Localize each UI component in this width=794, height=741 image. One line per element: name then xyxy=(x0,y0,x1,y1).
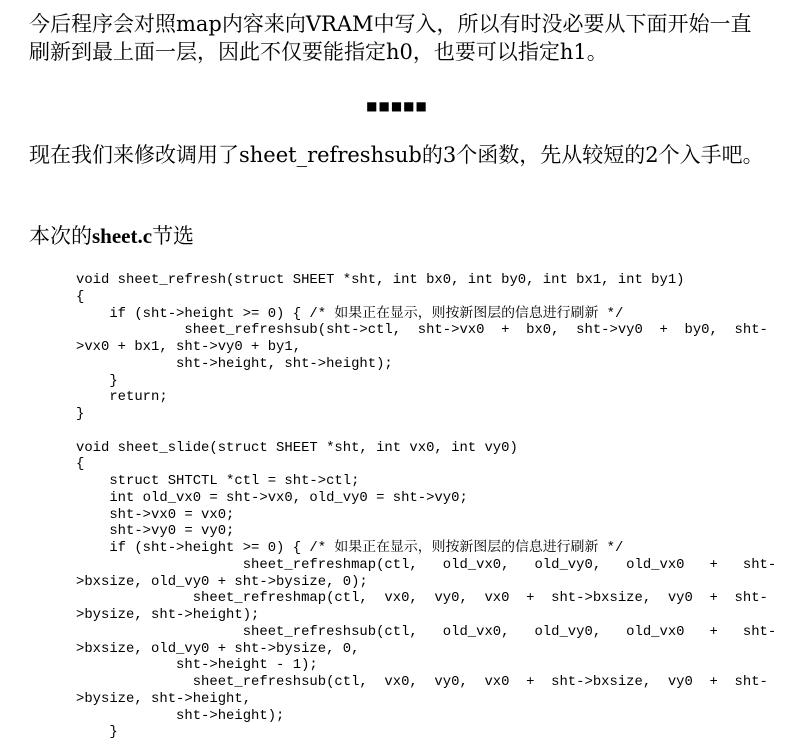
caption-suffix: 节选 xyxy=(152,224,195,248)
caption-filename: sheet.c xyxy=(92,224,153,248)
caption-prefix: 本次的 xyxy=(29,224,92,248)
paragraph-modify: 现在我们来修改调用了sheet_refreshsub的3个函数，先从较短的2个入手吧。 xyxy=(29,143,764,167)
paragraph-intro: 今后程序会对照map内容来向VRAM中写入，所以有时没必要从下面开始一直刷新到最上面一层，因此不仅要能指定h0，也要可以指定h1。 xyxy=(29,12,752,64)
code-caption xyxy=(29,222,769,250)
section-separator: ■■■■■ xyxy=(366,99,428,113)
code-block: void sheet_refresh(struct SHEET *sht, int bx0, int by0, int bx1, int by1) { if (sht->height >= 0) { /* 如果正在显示，则按新图层的信息进行刷新 */ sheet_refreshsub(sht->ctl, sht->vx0 + bx0, sht->vy0 + by0, sht- >vx0 + bx1, sht->vy0 + by1, sht->height, sht->height); } return; } void sheet_slide(struct SHEET *sht, int vx0, int vy0) { struct SHTCTL *ctl = sht->ctl; int old_vx0 = sht->vx0, old_vy0 = sht->vy0; sht->vx0 = vx0; sht->vy0 = vy0; if (sht->height >= 0) { /* 如果正在显示，则按新图层的信息进行刷新 */ sheet_refreshmap(ctl, old_vx0, old_vy0, old_vx0 + sht- >bxsize, old_vy0 + sht->bysize, 0); sheet_refreshmap(ctl, vx0, vy0, vx0 + sht->bxsize, vy0 + sht- >bysize, sht->height); sheet_refreshsub(ctl, old_vx0, old_vy0, old_vx0 + sht- >bxsize, old_vy0 + sht->bysize, 0, sht->height - 1); sheet_refreshsub(ctl, vx0, vy0, vx0 + sht->bxsize, vy0 + sht- >bysize, sht->height, sht->height); } xyxy=(76,272,777,741)
